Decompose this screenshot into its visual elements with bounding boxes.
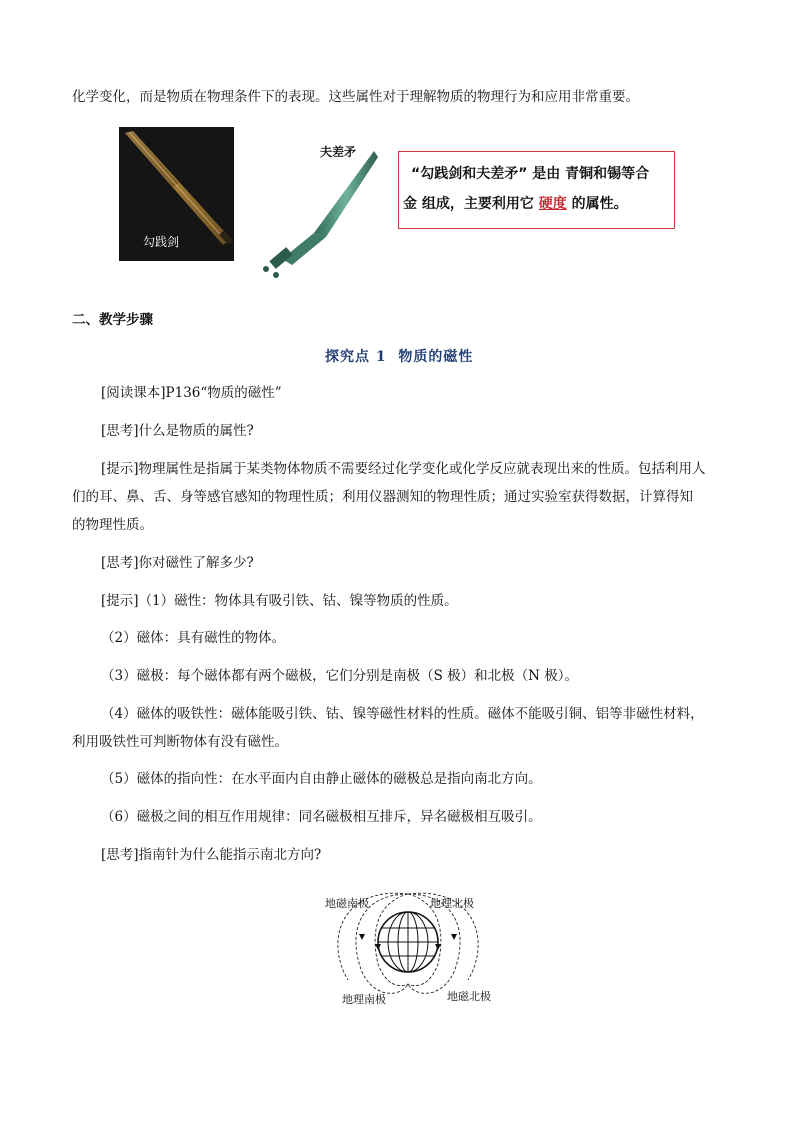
intro-line: 化学变化，而是物质在物理条件下的表现。这些属性对于理解物质的物理行为和应用非常重要。 xyxy=(72,89,639,105)
callout-line-2-prefix: 金 组成，主要利用它 xyxy=(403,196,539,212)
callout-line-2-suffix: 的属性。 xyxy=(566,196,628,212)
para-think-2: [思考]你对磁性了解多少? xyxy=(101,555,254,571)
para-pole: （3）磁极：每个磁体都有两个磁极，它们分别是南极（S 极）和北极（N 极）。 xyxy=(101,668,578,684)
label-geomagnetic-north: 地磁北极 xyxy=(447,990,491,1003)
label-geographic-north: 地理北极 xyxy=(430,897,474,910)
label-geographic-south: 地理南极 xyxy=(342,993,386,1006)
para-direction: （5）磁体的指向性：在水平面内自由静止磁体的磁极总是指向南北方向。 xyxy=(101,771,542,787)
fuchai-spear-photo xyxy=(252,141,382,281)
callout-highlight: 硬度 xyxy=(538,196,567,212)
para-interaction: （6）磁极之间的相互作用规律：同名磁极相互排斥，异名磁极相互吸引。 xyxy=(101,809,542,825)
para-think-3: [思考]指南针为什么能指示南北方向? xyxy=(101,847,322,863)
para-hint-1b: 们的耳、鼻、舌、身等感官感知的物理性质；利用仪器测知的物理性质；通过实验室获得数据，计算得知 xyxy=(72,489,693,505)
earth-magnetic-field-figure xyxy=(322,880,502,1008)
para-hint-1c: 的物理性质。 xyxy=(72,517,153,533)
para-hint-2: [提示]（1）磁性：物体具有吸引铁、钴、镍等物质的性质。 xyxy=(101,593,458,609)
para-think-1: [思考]什么是物质的属性? xyxy=(101,423,254,439)
para-read-textbook: [阅读课本]P136“物质的磁性” xyxy=(101,385,282,401)
para-attraction-b: 利用吸铁性可判断物体有没有磁性。 xyxy=(72,734,288,750)
section-heading: 二、教学步骤 xyxy=(72,312,153,328)
goujian-sword-photo xyxy=(119,127,234,261)
callout-box xyxy=(398,151,675,229)
sword-label: 勾践剑 xyxy=(143,235,180,249)
callout-line-1: “勾践剑和夫差矛” 是由 青铜和锡等合 xyxy=(411,166,650,182)
para-magnet: （2）磁体：具有磁性的物体。 xyxy=(101,630,286,646)
para-hint-1a: [提示]物理属性是指属于某类物体物质不需要经过化学变化或化学反应就表现出来的性质。包括利用人 xyxy=(101,461,706,477)
section-title: 探究点 1 物质的磁性 xyxy=(325,349,474,365)
spear-icon xyxy=(252,141,382,281)
callout-line-2 xyxy=(403,187,628,221)
para-attraction-a: （4）磁体的吸铁性：磁体能吸引铁、钴、镍等磁性材料的性质。磁体不能吸引铜、铝等非磁性材料， xyxy=(101,706,704,722)
label-geomagnetic-south: 地磁南极 xyxy=(325,897,369,910)
spear-label: 夫差矛 xyxy=(320,145,357,159)
